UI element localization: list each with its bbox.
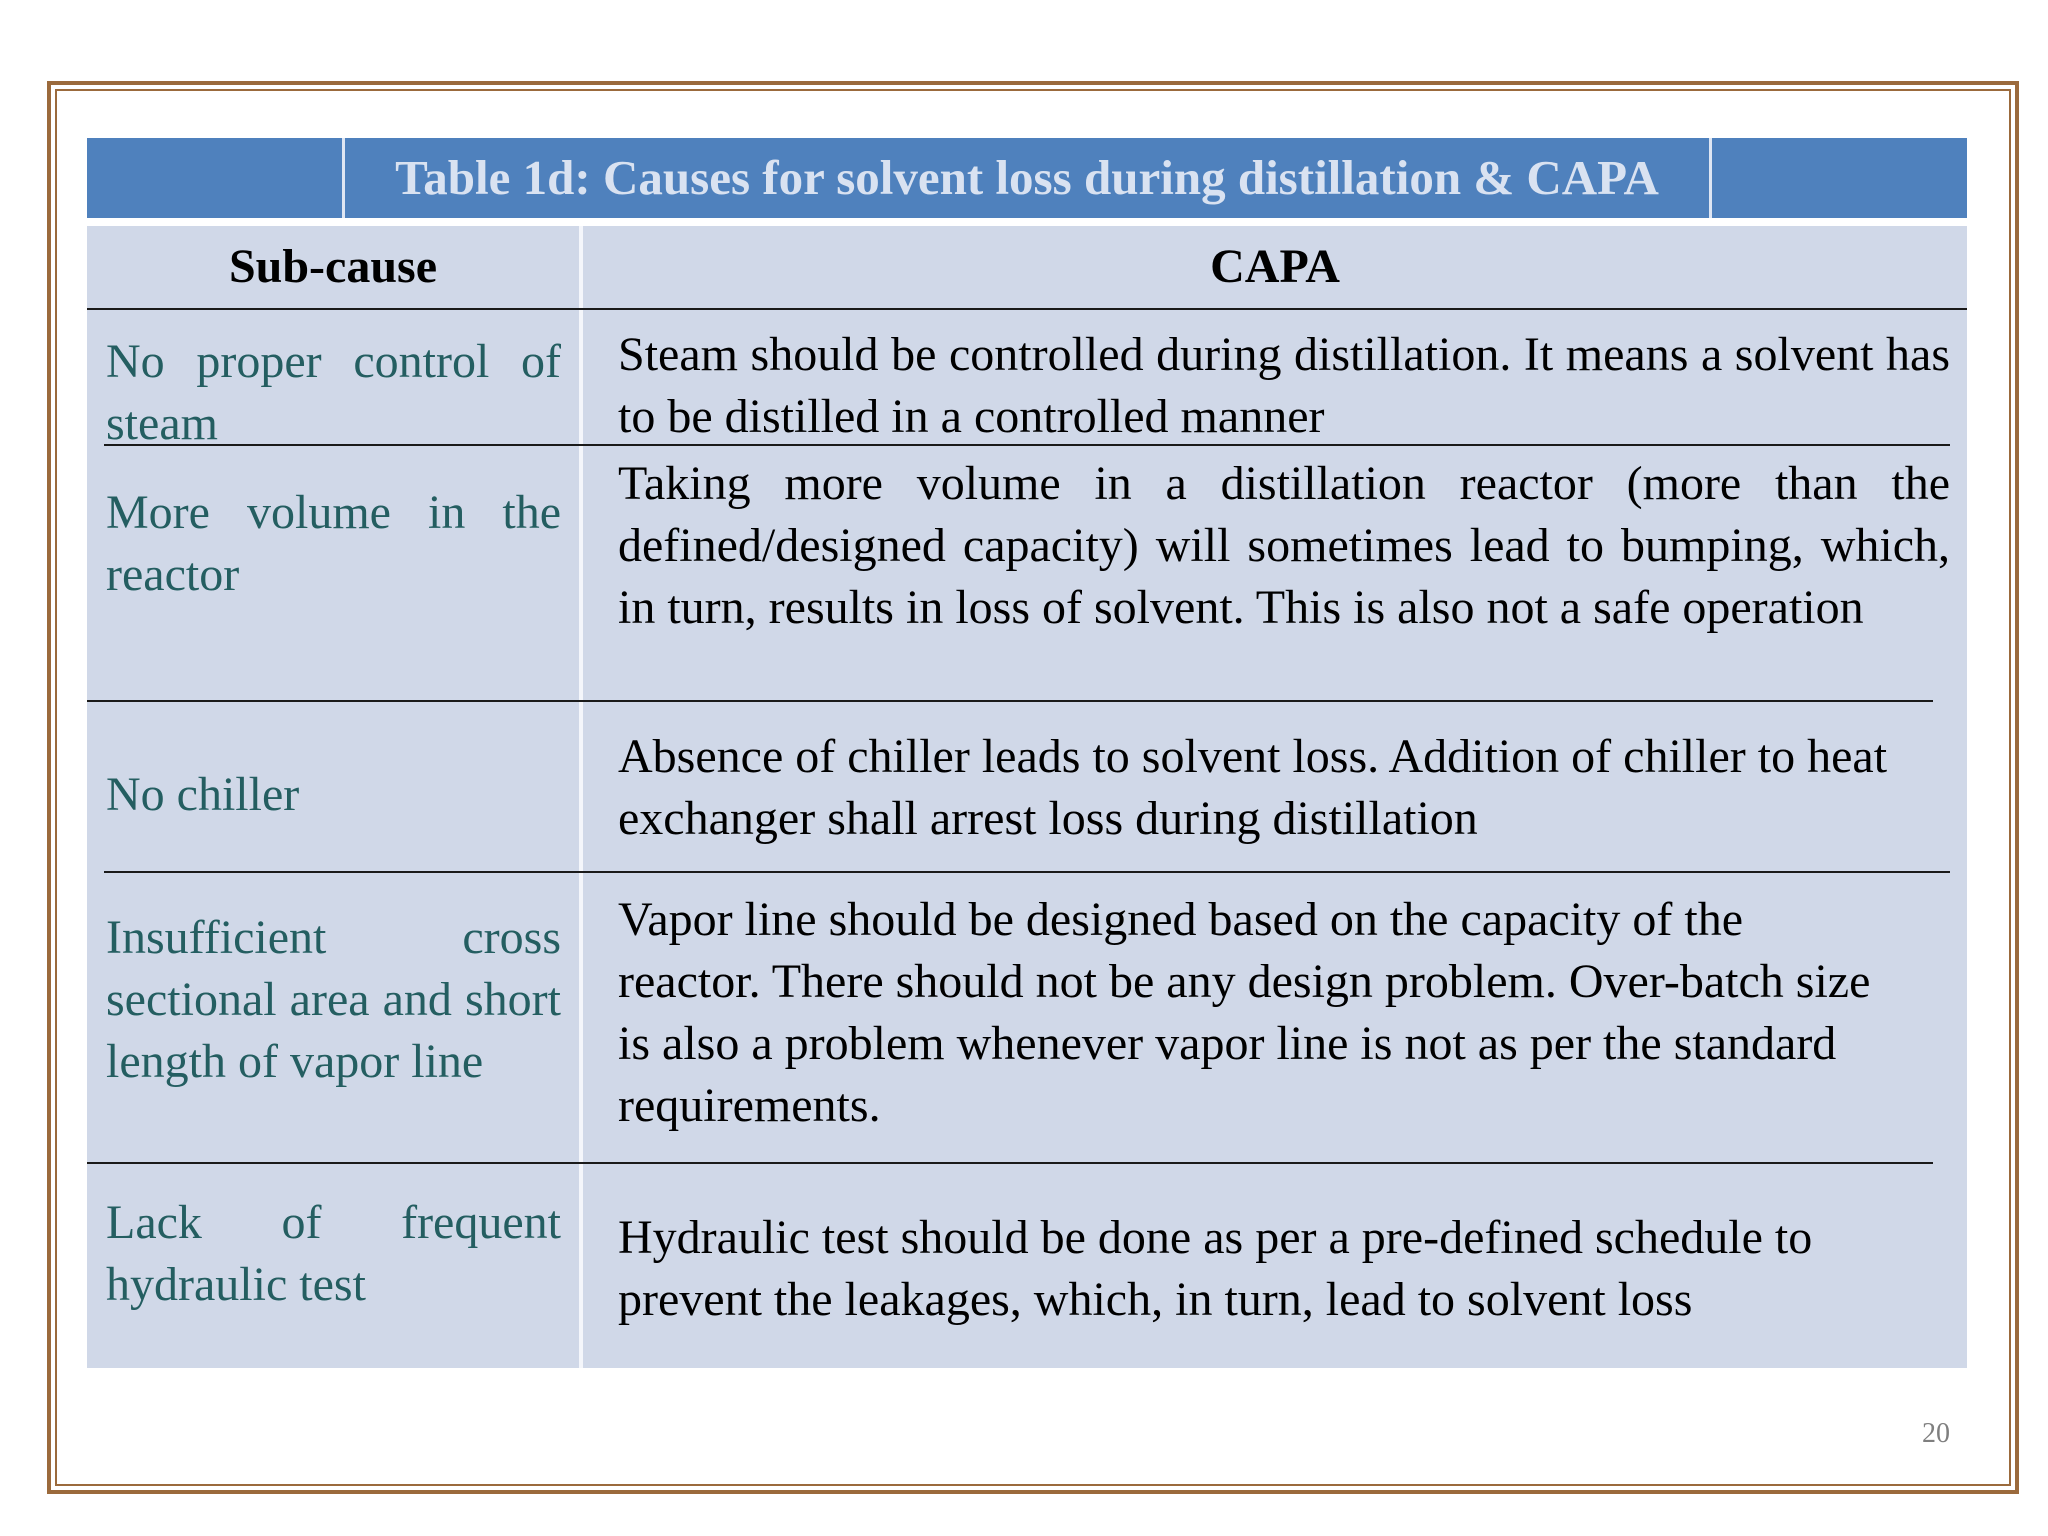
- row-divider: [104, 871, 1950, 873]
- table-row-5-capa: Hydraulic test should be done as per a pre-defined schedule to prevent the leakages, which, in turn, lead to solvent loss: [618, 1211, 1813, 1326]
- table-row-2-sub-cause: More volume in the reactor: [106, 486, 561, 601]
- header-divider: [87, 308, 1967, 310]
- header-sub-cause: Sub-cause: [228, 240, 438, 293]
- row-divider: [87, 1162, 1933, 1164]
- page-number: 20: [1922, 1418, 1950, 1449]
- table-row-2-capa: Taking more volume in a distillation reactor (more than the defined/designed capacity) will sometimes lead to bumping, which, in turn, results in loss of solvent. This is also not a safe operation: [618, 457, 1950, 634]
- table-row-1-sub-cause: No proper control of steam: [106, 335, 561, 450]
- table-row-4-sub-cause: Insufficient cross sectional area and short length of vapor line: [106, 911, 561, 1088]
- table-row-5-sub-cause: Lack of frequent hydraulic test: [106, 1196, 561, 1311]
- header-capa: CAPA: [1210, 240, 1340, 293]
- table-row-3-capa: Absence of chiller leads to solvent loss. Addition of chiller to heat exchanger shall arrest loss during distillation: [618, 730, 1888, 845]
- table-title: Table 1d: Causes for solvent loss during distillation & CAPA: [342, 138, 1712, 218]
- table-row-3-sub-cause: No chiller: [106, 768, 300, 821]
- table-row-4-capa: Vapor line should be designed based on the capacity of the reactor. There should not be any design problem. Over-batch size is also a problem whenever vapor line is not as per the standard requirements.: [618, 893, 1871, 1132]
- row-divider: [87, 700, 1933, 702]
- table-row-1-capa: Steam should be controlled during distillation. It means a solvent has to be distilled in a controlled manner: [618, 328, 1950, 443]
- column-divider: [579, 226, 583, 1368]
